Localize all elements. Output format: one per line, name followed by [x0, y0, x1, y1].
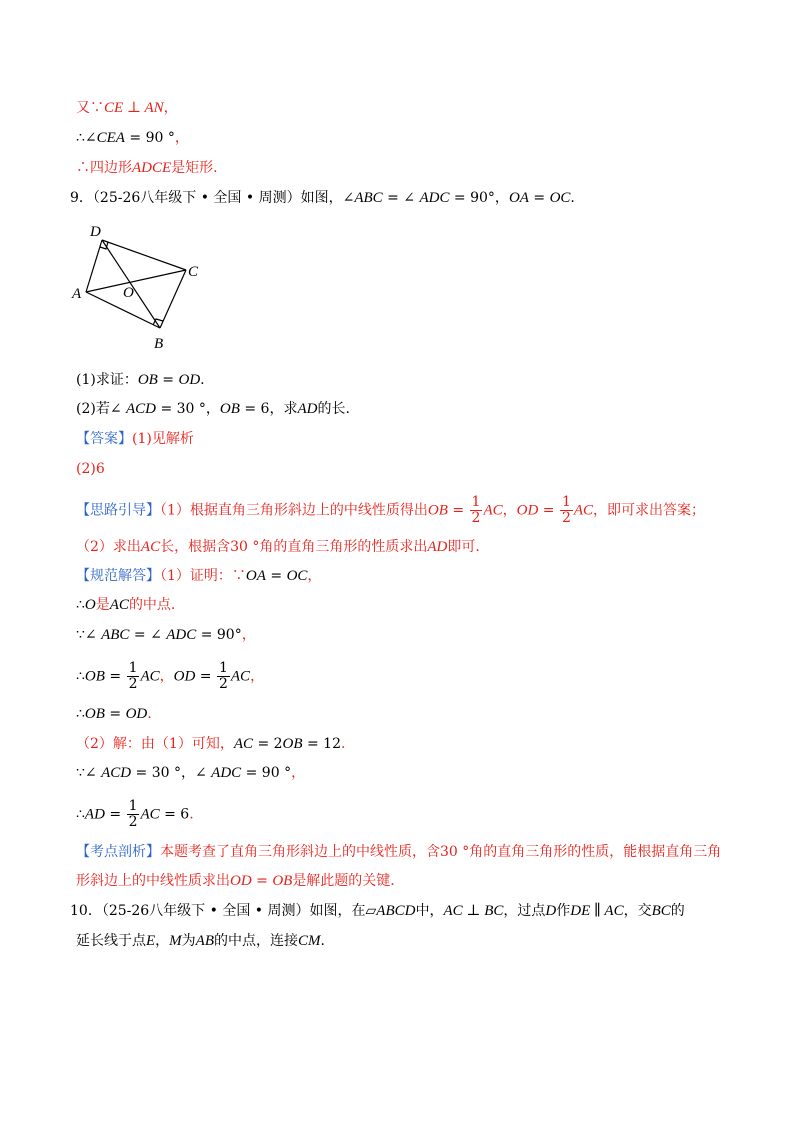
math: AC [140, 668, 160, 685]
answer [76, 429, 740, 449]
text: = [104, 668, 126, 685]
line-angle-cea [76, 128, 740, 148]
text: (1)求证： [76, 372, 138, 388]
math: D [545, 903, 557, 919]
math: AC [233, 736, 253, 752]
text: （2）解：由（1）可知， [76, 736, 234, 752]
denominator: 2 [471, 510, 481, 526]
math: OB [427, 502, 448, 519]
analysis-line-1 [76, 842, 740, 862]
segment-dc [102, 240, 186, 270]
text: 形斜边上的中线性质求出 [76, 873, 230, 889]
segment-db [102, 240, 160, 328]
text: ∵∠ [76, 765, 102, 781]
line-rectangle [76, 158, 740, 178]
math: AB [195, 933, 214, 949]
text: . [147, 706, 152, 722]
text: (1)见解析 [132, 431, 194, 447]
math: AC [483, 502, 503, 519]
math: OB [272, 873, 293, 889]
denominator: 2 [218, 676, 228, 692]
text: = 90° [196, 627, 242, 643]
solution-step-6 [76, 763, 740, 783]
text: = [104, 806, 126, 823]
denominator: 2 [128, 676, 138, 692]
text: 即可. [447, 539, 480, 555]
question-10-cont [76, 931, 740, 951]
analysis-tag: 【考点剖析】 [76, 844, 160, 860]
text: = 90°， [449, 190, 509, 206]
question-9 [70, 188, 740, 208]
text: （1）证明：∵ [160, 568, 246, 584]
text: 的长. [317, 401, 350, 417]
text: = 6 [159, 806, 190, 823]
text: ∴四边形 [76, 160, 132, 176]
text: （1）根据直角三角形斜边上的中线性质得出 [160, 502, 428, 519]
solution-step-3 [76, 661, 740, 692]
text: ， [241, 627, 256, 643]
text: = 6，求 [239, 401, 298, 417]
label-c: C [188, 264, 199, 280]
label-a: A [72, 286, 82, 302]
math: OA [508, 190, 529, 206]
question-10 [70, 901, 740, 921]
math: DE ∥ AC [570, 903, 624, 919]
part-2 [76, 399, 740, 419]
segment-ad [86, 240, 102, 292]
text: ，交 [623, 903, 652, 919]
text: ∴ [76, 597, 85, 613]
solution-tag: 【规范解答】 [76, 568, 160, 584]
solution-step-7 [76, 799, 740, 830]
text: . [341, 736, 346, 752]
text: = [104, 706, 126, 722]
text: ，即可求出答案； [593, 502, 706, 519]
fraction [470, 495, 483, 526]
text: ， [291, 765, 306, 781]
text: 的中点，连接 [214, 933, 298, 949]
text: 是矩形. [171, 160, 218, 176]
text: ∴ [76, 668, 85, 685]
part-1 [76, 370, 740, 390]
text: 长，根据含30 °角的直角三角形的性质求出 [160, 539, 428, 555]
math: OB [84, 668, 105, 685]
math: AD [297, 401, 318, 417]
text: = 30 °， [156, 401, 220, 417]
math: AC [573, 502, 594, 519]
think-line-2 [76, 537, 740, 557]
math: CE ⊥ AN [104, 100, 164, 116]
text: 10．（25-26八年级下 • 全国 • 周测）如图，在 [70, 903, 366, 919]
fraction [217, 661, 230, 692]
line-ce-perp-an [76, 98, 740, 118]
math: OD [516, 502, 539, 519]
text: ∴ [76, 806, 85, 823]
math: OA [245, 568, 266, 584]
text: 中， [415, 903, 444, 919]
text: (2)若∠ [76, 401, 127, 417]
numerator: 1 [128, 798, 138, 814]
text: = [251, 873, 273, 889]
text: ， [174, 130, 189, 146]
math: OC [286, 568, 308, 584]
text: . [189, 806, 194, 823]
math: BC [651, 903, 671, 919]
text: ，过点 [503, 903, 546, 919]
solution-line [76, 566, 740, 586]
denominator: 2 [561, 510, 571, 526]
math: AD [427, 539, 448, 555]
math: ADC [211, 765, 242, 781]
math: ABCD [376, 903, 416, 919]
text: . [200, 372, 205, 388]
text: . [570, 190, 575, 206]
math: OC [549, 190, 571, 206]
solution-step-5 [76, 734, 740, 754]
math: M [169, 933, 182, 949]
think-tag: 【思路引导】 [76, 502, 160, 519]
numerator: 1 [128, 660, 138, 676]
text: = 2 [253, 736, 283, 752]
math: AC [109, 597, 129, 613]
math: ADC [419, 190, 450, 206]
geometry-figure [70, 218, 220, 356]
text: 的 [670, 903, 685, 919]
text: = ∠ [382, 190, 420, 206]
solution-step-4 [76, 704, 740, 724]
solution-step-2 [76, 625, 740, 645]
math: ADC [166, 627, 197, 643]
math: ACD [126, 401, 157, 417]
math: OD [125, 706, 148, 722]
text: = 30 °，∠ [131, 765, 212, 781]
text: = 12 [302, 736, 341, 752]
text: ∵∠ [76, 627, 102, 643]
math: CM [298, 933, 321, 949]
text: . [320, 933, 325, 949]
text: = ∠ [129, 627, 167, 643]
text: = [157, 372, 179, 388]
numerator: 1 [218, 660, 228, 676]
parallelogram-symbol: ▱ [365, 903, 377, 919]
fraction [127, 799, 140, 830]
fraction [127, 661, 140, 692]
math: CEA [96, 130, 125, 146]
text: ， [163, 100, 178, 116]
segment-ac [86, 270, 186, 292]
text: 延长线于点 [76, 933, 146, 949]
text: = [538, 502, 559, 519]
numerator: 1 [471, 494, 481, 510]
math: AC ⊥ BC [443, 903, 504, 919]
text: ∴ [76, 706, 85, 722]
label-d: D [90, 224, 101, 240]
text: ， [155, 933, 170, 949]
text: ， [250, 668, 265, 685]
text: ∴∠ [76, 130, 97, 146]
math: OB [282, 736, 303, 752]
text: 9．（25-26八年级下 • 全国 • 周测）如图，∠ [70, 190, 355, 206]
text: 是解此题的关键. [292, 873, 395, 889]
text: 本题考查了直角三角形斜边上的中线性质，含30 °角的直角三角形的性质，能根据直角三角 [160, 844, 722, 860]
text: (2)6 [76, 461, 105, 477]
text: = [528, 190, 550, 206]
math: AC [140, 806, 160, 823]
math: AC [140, 539, 161, 555]
text: = [265, 568, 287, 584]
text: 是 [95, 597, 110, 613]
answer-2 [76, 459, 740, 479]
text: ， [159, 668, 174, 685]
math: AD [84, 806, 105, 823]
numerator: 1 [561, 494, 571, 510]
math: OB [219, 401, 240, 417]
text: 的中点. [128, 597, 176, 613]
label-b: B [154, 336, 164, 352]
text: ， [502, 502, 517, 519]
math: AC [230, 668, 251, 685]
text: ， [307, 568, 322, 584]
denominator: 2 [128, 814, 138, 830]
text: = [447, 502, 469, 519]
text: = 90 ° [241, 765, 292, 781]
text: = 90 ° [124, 130, 175, 146]
math: O [84, 597, 96, 613]
text: = [195, 668, 216, 685]
text: （2）求出 [76, 539, 141, 555]
segment-bc [160, 270, 186, 328]
think-line-1 [76, 495, 740, 526]
math: OD [178, 372, 201, 388]
math: ACD [101, 765, 132, 781]
math: OB [137, 372, 158, 388]
label-o: O [123, 285, 134, 301]
text: 为 [181, 933, 196, 949]
fraction [560, 495, 573, 526]
math: E [146, 933, 156, 949]
text: 作 [556, 903, 571, 919]
math: ABC [354, 190, 383, 206]
math: ABC [101, 627, 130, 643]
answer-tag: 【答案】 [76, 431, 132, 447]
math: OB [84, 706, 105, 722]
math: OD [173, 668, 196, 685]
analysis-line-2 [76, 871, 740, 891]
math: OD [230, 873, 252, 889]
text: 又∵ [76, 100, 104, 116]
math: ADCE [132, 160, 172, 176]
solution-step-1 [76, 595, 740, 615]
